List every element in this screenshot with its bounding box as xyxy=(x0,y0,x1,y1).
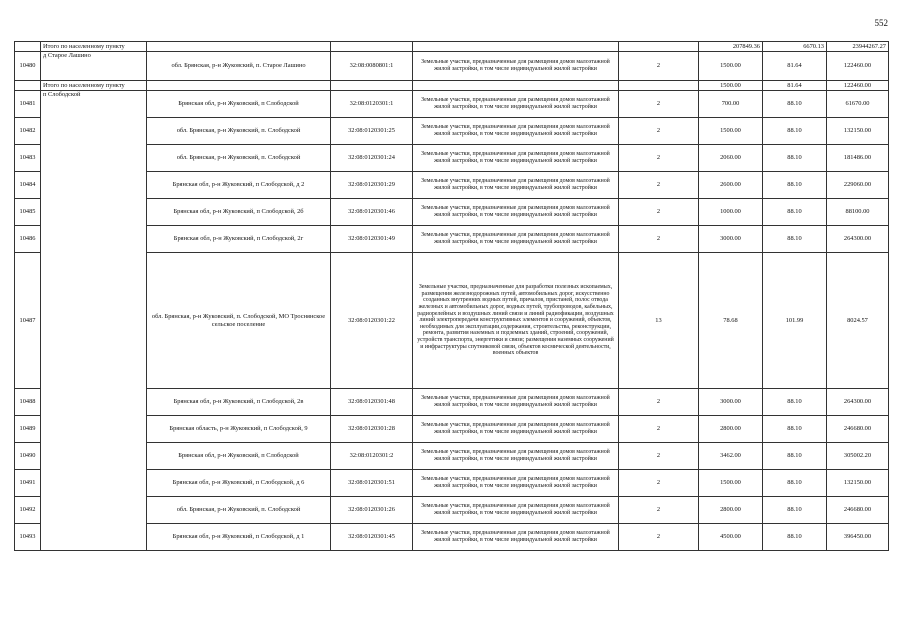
total-row xyxy=(15,42,889,52)
row-rate: 88.10 xyxy=(763,470,827,497)
row-address: Брянская обл, р-н Жуковский, п Слободской, д 6 xyxy=(147,470,331,497)
row-category: 2 xyxy=(619,470,699,497)
row-use: Земельные участки, предназначенные для размещения домов малоэтажной жилой застройки, в том числе индивидуальной жилой застройки xyxy=(413,145,619,172)
row-cadastral: 32:08:0120301:45 xyxy=(331,524,413,551)
row-use: Земельные участки, предназначенные для размещения домов малоэтажной жилой застройки, в том числе индивидуальной жилой застройки xyxy=(413,226,619,253)
row-cadastral: 32:08:0120301:1 xyxy=(331,91,413,118)
total-value: 122460.00 xyxy=(827,81,889,91)
row-cadastral: 32:08:0120301:29 xyxy=(331,172,413,199)
table-row xyxy=(15,226,889,253)
table-row xyxy=(15,470,889,497)
row-use: Земельные участки, предназначенные для размещения домов малоэтажной жилой застройки, в том числе индивидуальной жилой застройки xyxy=(413,443,619,470)
row-number: 10487 xyxy=(15,253,41,389)
row-number: 10490 xyxy=(15,443,41,470)
row-rate: 101.99 xyxy=(763,253,827,389)
locality-label: п Слободской xyxy=(41,91,147,551)
row-cadastral: 32:08:0120301:22 xyxy=(331,253,413,389)
row-use: Земельные участки, предназначенные для размещения домов малоэтажной жилой застройки, в том числе индивидуальной жилой застройки xyxy=(413,389,619,416)
total-row xyxy=(15,81,889,91)
row-rate: 88.10 xyxy=(763,199,827,226)
row-number: 10492 xyxy=(15,497,41,524)
row-address: Брянская обл, р-н Жуковский, п Слободской, 2б xyxy=(147,199,331,226)
row-address: Брянская обл, р-н Жуковский, п Слободской, 2г xyxy=(147,226,331,253)
row-cadastral: 32:08:0080801:1 xyxy=(331,52,413,81)
row-value: 305002.20 xyxy=(827,443,889,470)
row-number: 10486 xyxy=(15,226,41,253)
row-area: 2800.00 xyxy=(699,416,763,443)
row-address: обл. Брянская, р-н Жуковский, п. Слободской xyxy=(147,497,331,524)
table-row xyxy=(15,497,889,524)
row-value: 122460.00 xyxy=(827,52,889,81)
total-label: Итого по населенному пункту xyxy=(41,42,147,52)
row-value: 264300.00 xyxy=(827,389,889,416)
row-category: 2 xyxy=(619,145,699,172)
row-area: 2800.00 xyxy=(699,497,763,524)
row-address: Брянская обл, р-н Жуковский, п Слободской xyxy=(147,443,331,470)
row-rate: 88.10 xyxy=(763,172,827,199)
row-address: обл. Брянская, р-н Жуковский, п. Слободской, МО Троснянское сельское поселение xyxy=(147,253,331,389)
total-label: Итого по населенному пункту xyxy=(41,81,147,91)
row-value: 246680.00 xyxy=(827,416,889,443)
row-number: 10489 xyxy=(15,416,41,443)
row-category: 2 xyxy=(619,524,699,551)
row-use: Земельные участки, предназначенные для размещения домов малоэтажной жилой застройки, в том числе индивидуальной жилой застройки xyxy=(413,524,619,551)
row-rate: 88.10 xyxy=(763,497,827,524)
table-row xyxy=(15,199,889,226)
row-area: 700.00 xyxy=(699,91,763,118)
total-rate: 81.64 xyxy=(763,81,827,91)
table-row xyxy=(15,52,889,81)
row-value: 8024.57 xyxy=(827,253,889,389)
row-address: обл. Брянская, р-н Жуковский, п. Слободской xyxy=(147,118,331,145)
table-row xyxy=(15,389,889,416)
total-area: 1500.00 xyxy=(699,81,763,91)
row-category: 13 xyxy=(619,253,699,389)
row-number: 10488 xyxy=(15,389,41,416)
row-address: Брянская обл, р-н Жуковский, п Слободской xyxy=(147,91,331,118)
row-area: 1000.00 xyxy=(699,199,763,226)
row-area: 3000.00 xyxy=(699,389,763,416)
row-rate: 88.10 xyxy=(763,145,827,172)
row-number: 10493 xyxy=(15,524,41,551)
row-value: 229060.00 xyxy=(827,172,889,199)
row-category: 2 xyxy=(619,172,699,199)
row-value: 88100.00 xyxy=(827,199,889,226)
row-use: Земельные участки, предназначенные для размещения домов малоэтажной жилой застройки, в том числе индивидуальной жилой застройки xyxy=(413,118,619,145)
row-cadastral: 32:08:0120301:48 xyxy=(331,389,413,416)
row-value: 396450.00 xyxy=(827,524,889,551)
row-cadastral: 32:08:0120301:26 xyxy=(331,497,413,524)
row-area: 1500.00 xyxy=(699,118,763,145)
row-area: 4500.00 xyxy=(699,524,763,551)
table-row xyxy=(15,524,889,551)
row-rate: 88.10 xyxy=(763,389,827,416)
row-value: 132150.00 xyxy=(827,118,889,145)
table-row xyxy=(15,91,889,118)
row-category: 2 xyxy=(619,226,699,253)
row-area: 2060.00 xyxy=(699,145,763,172)
row-value: 132150.00 xyxy=(827,470,889,497)
row-use: Земельные участки, предназначенные для размещения домов малоэтажной жилой застройки, в том числе индивидуальной жилой застройки xyxy=(413,172,619,199)
row-cadastral: 32:08:0120301:28 xyxy=(331,416,413,443)
row-rate: 88.10 xyxy=(763,443,827,470)
row-address: обл. Брянская, р-н Жуковский, п. Слободской xyxy=(147,145,331,172)
row-area: 2600.00 xyxy=(699,172,763,199)
row-use: Земельные участки, предназначенные для размещения домов малоэтажной жилой застройки, в том числе индивидуальной жилой застройки xyxy=(413,199,619,226)
row-category: 2 xyxy=(619,497,699,524)
row-value: 246680.00 xyxy=(827,497,889,524)
row-number: 10485 xyxy=(15,199,41,226)
row-number: 10480 xyxy=(15,52,41,81)
page-number: 552 xyxy=(874,18,888,28)
row-category: 2 xyxy=(619,416,699,443)
row-area: 1500.00 xyxy=(699,52,763,81)
row-cadastral: 32:08:0120301:46 xyxy=(331,199,413,226)
row-cadastral: 32:08:0120301:51 xyxy=(331,470,413,497)
row-use: Земельные участки, предназначенные для размещения домов малоэтажной жилой застройки, в том числе индивидуальной жилой застройки xyxy=(413,497,619,524)
row-area: 3462.00 xyxy=(699,443,763,470)
row-value: 264300.00 xyxy=(827,226,889,253)
table-row xyxy=(15,145,889,172)
row-rate: 88.10 xyxy=(763,91,827,118)
row-category: 2 xyxy=(619,443,699,470)
row-rate: 88.10 xyxy=(763,524,827,551)
row-address: обл. Брянская, р-н Жуковский, п. Старое Лашино xyxy=(147,52,331,81)
row-cadastral: 32:08:0120301:2 xyxy=(331,443,413,470)
row-number: 10484 xyxy=(15,172,41,199)
total-area: 207849.36 xyxy=(699,42,763,52)
row-address: Брянская область, р-н Жуковский, п Слободской, 9 xyxy=(147,416,331,443)
row-use: Земельные участки, предназначенные для размещения домов малоэтажной жилой застройки, в том числе индивидуальной жилой застройки xyxy=(413,91,619,118)
row-number: 10482 xyxy=(15,118,41,145)
row-category: 2 xyxy=(619,52,699,81)
table-row xyxy=(15,443,889,470)
row-rate: 81.64 xyxy=(763,52,827,81)
row-address: Брянская обл, р-н Жуковский, п Слободской, д 1 xyxy=(147,524,331,551)
row-use: Земельные участки, предназначенные для размещения домов малоэтажной жилой застройки, в том числе индивидуальной жилой застройки xyxy=(413,470,619,497)
row-number: 10491 xyxy=(15,470,41,497)
row-cadastral: 32:08:0120301:24 xyxy=(331,145,413,172)
row-number: 10483 xyxy=(15,145,41,172)
row-area: 1500.00 xyxy=(699,470,763,497)
locality-label: д Старое Лашино xyxy=(41,52,147,81)
cadastral-value-table xyxy=(14,41,889,551)
row-address: Брянская обл, р-н Жуковский, п Слободской, д 2 xyxy=(147,172,331,199)
table-row xyxy=(15,172,889,199)
row-cadastral: 32:08:0120301:25 xyxy=(331,118,413,145)
row-cadastral: 32:08:0120301:49 xyxy=(331,226,413,253)
row-use: Земельные участки, предназначенные для разработки полезных ископаемых, размещения железнодорожных путей, автомобильных дорог, искусственно созданных внутренних водных путей, причалов, пристаней, полос отвода железных и автомобильных дорог, водных путей, трубопроводов, кабельных, радиорелейных и воздушных линий связи и линий радиофикации, воздушных линий электропередачи конструктивных элементов и сооружений, объектов, необходимых для эксплуатации,содержания, строительства, реконструкции, ремонта, развития наземных и подземных зданий, строений, сооружений, устройств транспорта, энергетики и связи; размещения наземных сооружений и инфраструктуры спутниковой связи, объектов космической деятельности, военных объектов xyxy=(413,253,619,389)
table-row xyxy=(15,416,889,443)
table-row xyxy=(15,118,889,145)
total-rate: 6670.13 xyxy=(763,42,827,52)
row-use: Земельные участки, предназначенные для размещения домов малоэтажной жилой застройки, в том числе индивидуальной жилой застройки xyxy=(413,52,619,81)
row-area: 3000.00 xyxy=(699,226,763,253)
row-area: 78.68 xyxy=(699,253,763,389)
row-rate: 88.10 xyxy=(763,118,827,145)
total-value: 23944267.27 xyxy=(827,42,889,52)
row-value: 61670.00 xyxy=(827,91,889,118)
row-category: 2 xyxy=(619,389,699,416)
table-row xyxy=(15,253,889,389)
row-category: 2 xyxy=(619,118,699,145)
row-rate: 88.10 xyxy=(763,416,827,443)
row-use: Земельные участки, предназначенные для размещения домов малоэтажной жилой застройки, в том числе индивидуальной жилой застройки xyxy=(413,416,619,443)
row-rate: 88.10 xyxy=(763,226,827,253)
row-category: 2 xyxy=(619,199,699,226)
row-number: 10481 xyxy=(15,91,41,118)
row-value: 181486.00 xyxy=(827,145,889,172)
row-address: Брянская обл, р-н Жуковский, п Слободской, 2в xyxy=(147,389,331,416)
row-category: 2 xyxy=(619,91,699,118)
